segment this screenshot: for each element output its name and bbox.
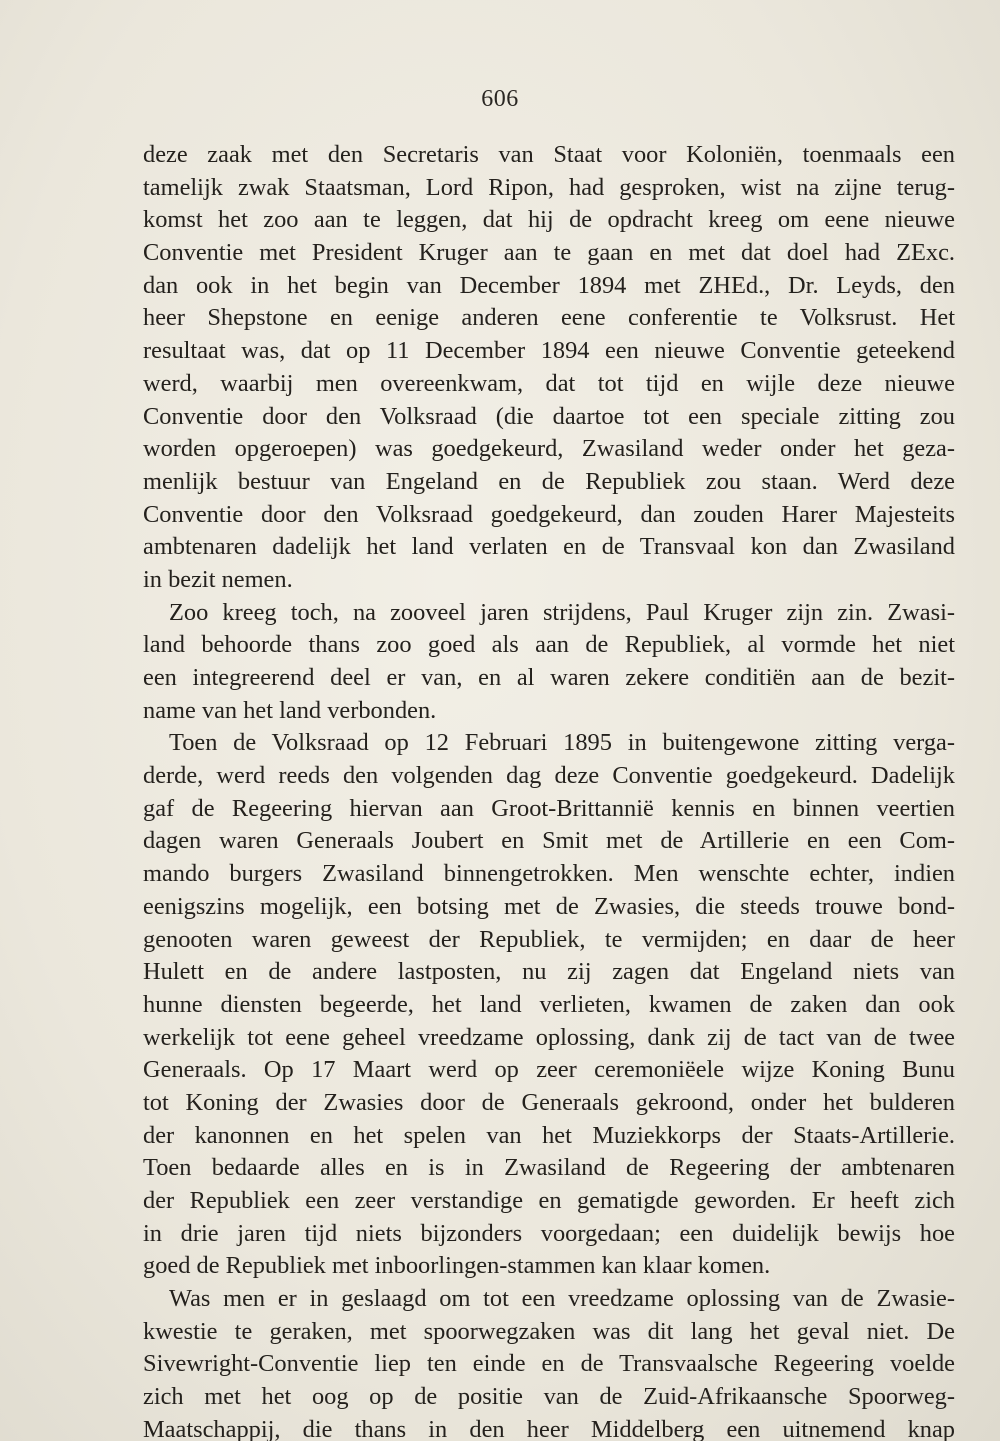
text-line: Toen bedaarde alles en is in Zwasiland de Regeering der ambtenaren	[143, 1154, 955, 1182]
text-line: goed de Republiek met inboorlingen-stammen kan klaar komen.	[143, 1252, 771, 1280]
page-number: 606	[481, 86, 519, 112]
text-line: Conventie met President Kruger aan te gaan en met dat doel had ZExc.	[143, 239, 955, 267]
text-line: tot Koning der Zwasies door de Generaals gekroond, onder het bulderen	[143, 1088, 955, 1116]
text-line: Generaals. Op 17 Maart werd op zeer ceremoniëele wijze Koning Bunu	[143, 1056, 955, 1084]
text-line: tamelijk zwak Staatsman, Lord Ripon, had gesproken, wist na zijne terug-	[143, 173, 955, 201]
text-line: land behoorde thans zoo goed als aan de Republiek, al vormde het niet	[143, 631, 955, 659]
text-line: kwestie te geraken, met spoorwegzaken was dit lang het geval niet. De	[143, 1317, 955, 1345]
text-line: hunne diensten begeerde, het land verlieten, kwamen de zaken dan ook	[143, 990, 955, 1018]
text-line: worden opgeroepen) was goedgekeurd, Zwasiland weder onder het geza-	[143, 435, 955, 463]
text-line: der Republiek een zeer verstandige en gematigde geworden. Er heeft zich	[143, 1187, 955, 1214]
text-line: werkelijk tot eene geheel vreedzame oplossing, dank zij de tact van de twee	[143, 1023, 955, 1051]
body-text	[143, 139, 955, 1441]
text-line: menlijk bestuur van Engeland en de Republiek zou staan. Werd deze	[143, 467, 955, 495]
text-line: mando burgers Zwasiland binnengetrokken. Men wenschte echter, indien	[143, 860, 955, 888]
text-line: resultaat was, dat op 11 December 1894 een nieuwe Conventie geteekend	[143, 337, 955, 365]
text-line: een integreerend deel er van, en al waren zekere conditiën aan de bezit-	[143, 664, 955, 691]
text-line: deze zaak met den Secretaris van Staat voor Koloniën, toenmaals een	[143, 141, 955, 168]
text-line: Toen de Volksraad op 12 Februari 1895 in buitengewone zitting verga-	[169, 729, 955, 757]
text-line: dagen waren Generaals Joubert en Smit met de Artillerie en een Com-	[143, 827, 955, 855]
text-line: gaf de Regeering hiervan aan Groot-Brittannië kennis en binnen veertien	[143, 794, 955, 822]
text-line: in bezit nemen.	[143, 565, 293, 593]
text-line: heer Shepstone en eenige anderen eene conferentie te Volksrust. Het	[143, 304, 955, 332]
text-line: Conventie door den Volksraad (die daartoe tot een speciale zitting zou	[143, 402, 955, 430]
text-line: Zoo kreeg toch, na zooveel jaren strijdens, Paul Kruger zijn zin. Zwasi-	[169, 598, 955, 626]
text-line: zich met het oog op de positie van de Zuid-Afrikaansche Spoorweg-	[143, 1383, 955, 1411]
text-line: ambtenaren dadelijk het land verlaten en de Transvaal kon dan Zwasiland	[143, 533, 955, 561]
text-line: derde, werd reeds den volgenden dag deze Conventie goedgekeurd. Dadelijk	[143, 762, 955, 790]
text-line: der kanonnen en het spelen van het Muziekkorps der Staats-Artillerie.	[143, 1121, 955, 1149]
text-line: Hulett en de andere lastposten, nu zij zagen dat Engeland niets van	[143, 958, 955, 986]
text-line: Conventie door den Volksraad goedgekeurd, dan zouden Harer Majesteits	[143, 500, 955, 528]
text-line: komst het zoo aan te leggen, dat hij de opdracht kreeg om eene nieuwe	[143, 206, 955, 234]
text-line: Was men er in geslaagd om tot een vreedzame oplossing van de Zwasie-	[169, 1285, 955, 1313]
text-line: in drie jaren tijd niets bijzonders voorgedaan; een duidelijk bewijs hoe	[143, 1219, 955, 1247]
text-line: eenigszins mogelijk, een botsing met de Zwasies, die steeds trouwe bond-	[143, 892, 955, 920]
text-line: Maatschappij, die thans in den heer Middelberg een uitnemend knap	[143, 1415, 955, 1441]
text-line: dan ook in het begin van December 1894 met ZHEd., Dr. Leyds, den	[143, 271, 955, 299]
text-line: genooten waren geweest der Republiek, te vermijden; en daar de heer	[143, 925, 955, 953]
text-line: werd, waarbij men overeenkwam, dat tot tijd en wijle deze nieuwe	[143, 369, 955, 397]
text-line: Sivewright-Conventie liep ten einde en de Transvaalsche Regeering voelde	[143, 1350, 955, 1378]
text-line: name van het land verbonden.	[143, 696, 437, 724]
